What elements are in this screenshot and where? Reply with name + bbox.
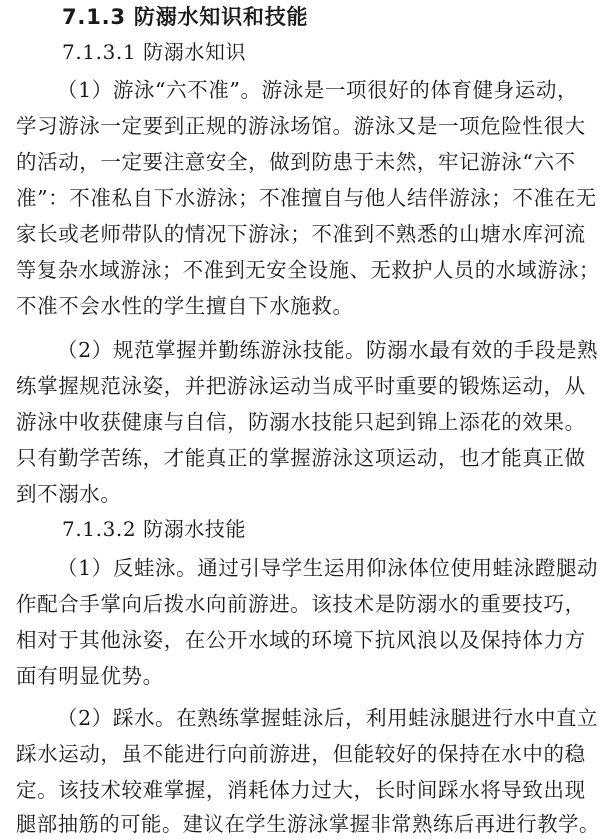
text-line: （2）规范掌握并勤练游泳技能。防溺水最有效的手段是熟 bbox=[57, 338, 599, 362]
text-line: （2）踩水。在熟练掌握蛙泳后，利用蛙泳腿进行水中直立 bbox=[57, 706, 599, 730]
text-line: 练掌握规范泳姿，并把游泳运动当成平时重要的锻炼运动，从 bbox=[16, 374, 586, 398]
text-line: 相对于其他泳姿，在公开水域的环境下抗风浪以及保持体力方 bbox=[16, 628, 586, 652]
text-line: 游泳中收获健康与自信，防溺水技能只起到锦上添花的效果。 bbox=[16, 410, 586, 434]
text-line: 作配合手掌向后拨水向前游进。该技术是防溺水的重要技巧， bbox=[16, 592, 586, 616]
text-line: 定。该技术较难掌握，消耗体力过大，长时间踩水将导致出现 bbox=[16, 778, 586, 802]
text-line: 等复杂水域游泳；不准到无安全设施、无救护人员的水域游泳； bbox=[16, 258, 600, 282]
text-line: 的活动，一定要注意安全，做到防患于未然，牢记游泳“六不 bbox=[16, 150, 576, 174]
subsection-heading-knowledge: 7.1.3.1 防溺水知识 bbox=[62, 40, 247, 64]
text-line: 学习游泳一定要到正规的游泳场馆。游泳又是一项危险性很大 bbox=[16, 114, 586, 138]
text-line: 家长或老师带队的情况下游泳；不准到不熟悉的山塘水库河流 bbox=[16, 222, 586, 246]
text-line: 腿部抽筋的可能。建议在学生游泳掌握非常熟练后再进行教学。 bbox=[16, 812, 600, 836]
text-line: 踩水运动，虽不能进行向前游进，但能较好的保持在水中的稳 bbox=[16, 742, 586, 766]
text-line: 只有勤学苦练，才能真正的掌握游泳这项运动，也才能真正做 bbox=[16, 446, 586, 470]
text-line: 不准不会水性的学生擅自下水施救。 bbox=[16, 294, 354, 318]
text-line: （1）反蛙泳。通过引导学生运用仰泳体位使用蛙泳蹬腿动 bbox=[57, 556, 599, 580]
text-line: 到不溺水。 bbox=[16, 482, 122, 506]
section-heading: 7.1.3 防溺水知识和技能 bbox=[62, 5, 309, 29]
text-line: （1）游泳“六不准”。游泳是一项很好的体育健身运动， bbox=[57, 78, 579, 102]
text-line: 准”：不准私自下水游泳；不准擅自与他人结伴游泳；不准在无 bbox=[16, 186, 597, 210]
text-line: 面有明显优势。 bbox=[16, 664, 164, 688]
subsection-heading-skills: 7.1.3.2 防溺水技能 bbox=[62, 517, 247, 541]
